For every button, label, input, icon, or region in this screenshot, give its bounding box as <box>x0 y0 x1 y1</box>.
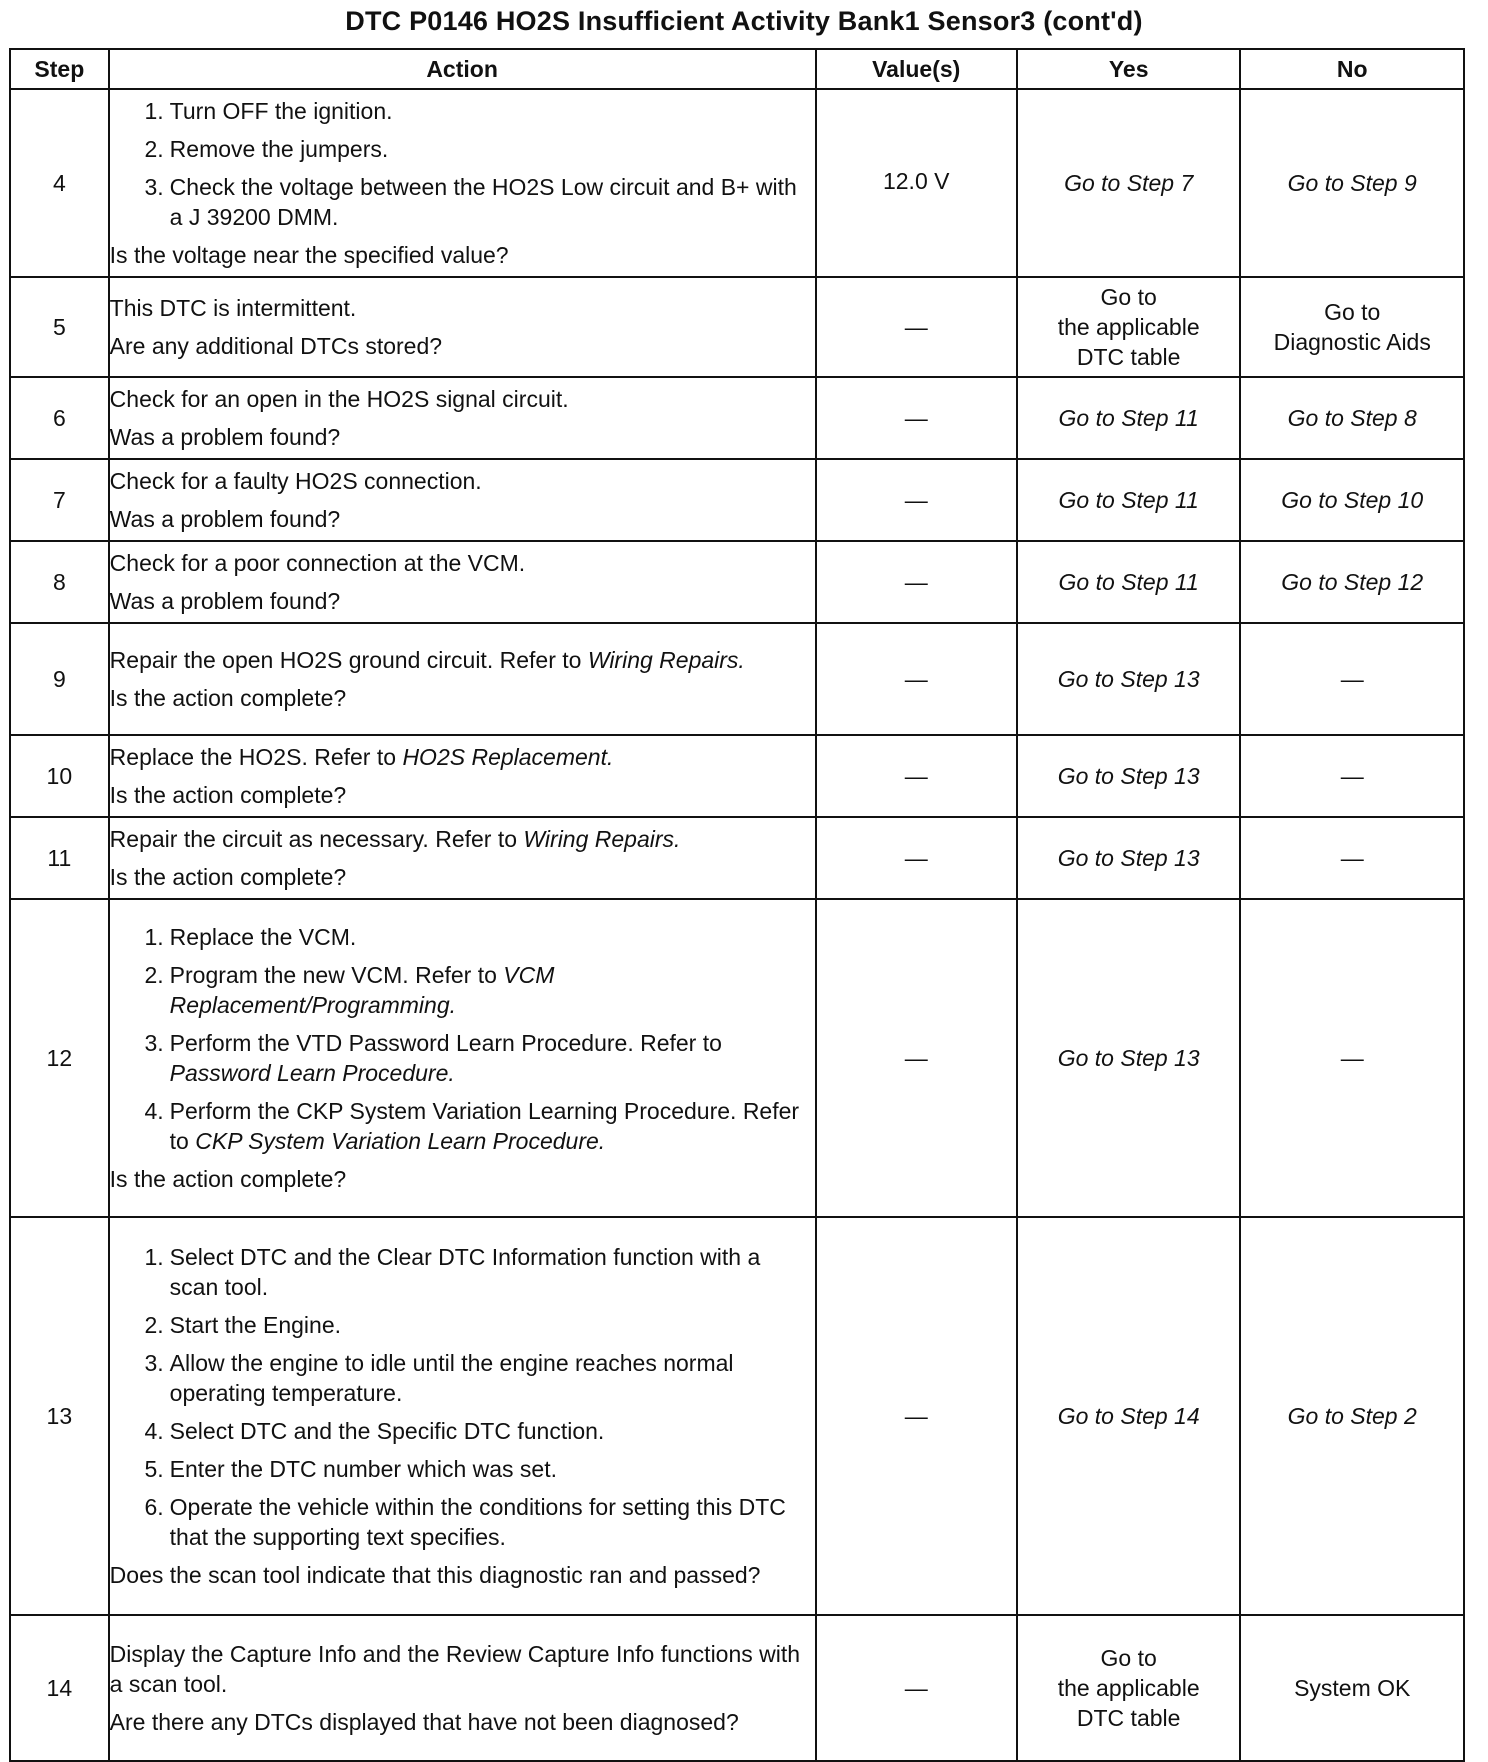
yes-cell: Go to Step 13 <box>1017 817 1241 899</box>
list-item: 5. Enter the DTC number which was set. <box>144 1456 557 1482</box>
step-number: 7 <box>10 459 109 541</box>
no-cell: System OK <box>1240 1615 1464 1761</box>
action-question: Does the scan tool indicate that this diagnostic ran and passed? <box>109 1562 761 1588</box>
step-number: 4 <box>10 89 109 277</box>
value-cell: — <box>816 1615 1017 1761</box>
action-cell: Check for a poor connection at the VCM. Was a problem found? <box>109 541 816 623</box>
yes-cell: Go to the applicable DTC table <box>1017 1615 1241 1761</box>
no-cell: — <box>1240 899 1464 1217</box>
header-value: Value(s) <box>816 49 1017 89</box>
yes-cell: Go to Step 13 <box>1017 623 1241 735</box>
value-cell: — <box>816 735 1017 817</box>
no-cell: Go to Step 9 <box>1240 89 1464 277</box>
step-number: 11 <box>10 817 109 899</box>
yes-cell: Go to Step 13 <box>1017 735 1241 817</box>
table-row <box>10 1615 1464 1761</box>
list-item: 4. Select DTC and the Specific DTC function. <box>144 1418 605 1444</box>
yes-cell: Go to Step 13 <box>1017 899 1241 1217</box>
action-cell: Replace the HO2S. Refer to HO2S Replacement. Is the action complete? <box>109 735 816 817</box>
step-number: 10 <box>10 735 109 817</box>
value-cell: — <box>816 377 1017 459</box>
list-item: 4. Perform the CKP System Variation Learning Procedure. Refer to CKP System Variation Learn Procedure. <box>144 1098 800 1154</box>
header-action: Action <box>109 49 816 89</box>
list-item: 2. Remove the jumpers. <box>144 136 389 162</box>
no-cell: Go to Step 2 <box>1240 1217 1464 1615</box>
value-cell: — <box>816 817 1017 899</box>
list-item: 6. Operate the vehicle within the conditions for setting this DTC that the supporting text specifies. <box>144 1494 786 1550</box>
list-item: 1. Turn OFF the ignition. <box>144 98 393 124</box>
action-list <box>110 922 815 1156</box>
list-item: 1. Select DTC and the Clear DTC Information function with a scan tool. <box>144 1244 761 1300</box>
list-item: 3. Allow the engine to idle until the engine reaches normal operating temperature. <box>144 1350 734 1406</box>
value-cell: — <box>816 1217 1017 1615</box>
list-item: 3. Perform the VTD Password Learn Procedure. Refer to Password Learn Procedure. <box>144 1030 722 1086</box>
value-cell: — <box>816 459 1017 541</box>
table-row <box>10 541 1464 623</box>
action-cell: Check for an open in the HO2S signal circuit. Was a problem found? <box>109 377 816 459</box>
action-cell <box>109 1217 816 1615</box>
action-list <box>110 96 815 232</box>
header-no: No <box>1240 49 1464 89</box>
table-row <box>10 377 1464 459</box>
header-yes: Yes <box>1017 49 1241 89</box>
table-row <box>10 277 1464 377</box>
table-row <box>10 459 1464 541</box>
table-row <box>10 817 1464 899</box>
list-item: 2. Program the new VCM. Refer to VCM Replacement/Programming. <box>144 962 555 1018</box>
yes-cell: Go to Step 11 <box>1017 459 1241 541</box>
no-cell: — <box>1240 817 1464 899</box>
value-cell: — <box>816 277 1017 377</box>
yes-cell: Go to Step 11 <box>1017 541 1241 623</box>
no-cell: Go to Step 12 <box>1240 541 1464 623</box>
action-cell: Display the Capture Info and the Review Capture Info functions with a scan tool. Are there any DTCs displayed that have not been diagnosed? <box>109 1615 816 1761</box>
no-cell: Go to Step 10 <box>1240 459 1464 541</box>
list-item: 3. Check the voltage between the HO2S Low circuit and B+ with a J 39200 DMM. <box>144 174 797 230</box>
no-cell: — <box>1240 623 1464 735</box>
value-cell: — <box>816 899 1017 1217</box>
step-number: 5 <box>10 277 109 377</box>
action-question: Is the action complete? <box>109 1166 347 1192</box>
step-number: 6 <box>10 377 109 459</box>
table-row <box>10 89 1464 277</box>
table-row <box>10 1217 1464 1615</box>
action-cell: Repair the open HO2S ground circuit. Refer to Wiring Repairs. Is the action complete? <box>109 623 816 735</box>
yes-cell: Go to Step 11 <box>1017 377 1241 459</box>
page-title: DTC P0146 HO2S Insufficient Activity Bank1 Sensor3 (cont'd) <box>345 6 1143 36</box>
no-cell: — <box>1240 735 1464 817</box>
header-row <box>10 49 1464 89</box>
action-cell: Repair the circuit as necessary. Refer to Wiring Repairs. Is the action complete? <box>109 817 816 899</box>
action-cell <box>109 899 816 1217</box>
table-row <box>10 623 1464 735</box>
table-row <box>10 735 1464 817</box>
list-item: 1. Replace the VCM. <box>144 924 357 950</box>
yes-cell: Go to the applicable DTC table <box>1017 277 1241 377</box>
action-cell: This DTC is intermittent. Are any additional DTCs stored? <box>109 277 816 377</box>
no-cell: Go to Diagnostic Aids <box>1240 277 1464 377</box>
step-number: 13 <box>10 1217 109 1615</box>
action-list <box>110 1242 815 1552</box>
step-number: 8 <box>10 541 109 623</box>
header-step: Step <box>10 49 109 89</box>
value-cell: — <box>816 541 1017 623</box>
value-cell: — <box>816 623 1017 735</box>
step-number: 14 <box>10 1615 109 1761</box>
step-number: 12 <box>10 899 109 1217</box>
action-cell <box>109 89 816 277</box>
no-cell: Go to Step 8 <box>1240 377 1464 459</box>
step-number: 9 <box>10 623 109 735</box>
list-item: 2. Start the Engine. <box>144 1312 342 1338</box>
yes-cell: Go to Step 7 <box>1017 89 1241 277</box>
action-cell: Check for a faulty HO2S connection. Was a problem found? <box>109 459 816 541</box>
dtc-table <box>9 48 1465 1762</box>
table-row <box>10 899 1464 1217</box>
action-question: Is the voltage near the specified value? <box>109 242 509 268</box>
yes-cell: Go to Step 14 <box>1017 1217 1241 1615</box>
value-cell: 12.0 V <box>816 89 1017 277</box>
